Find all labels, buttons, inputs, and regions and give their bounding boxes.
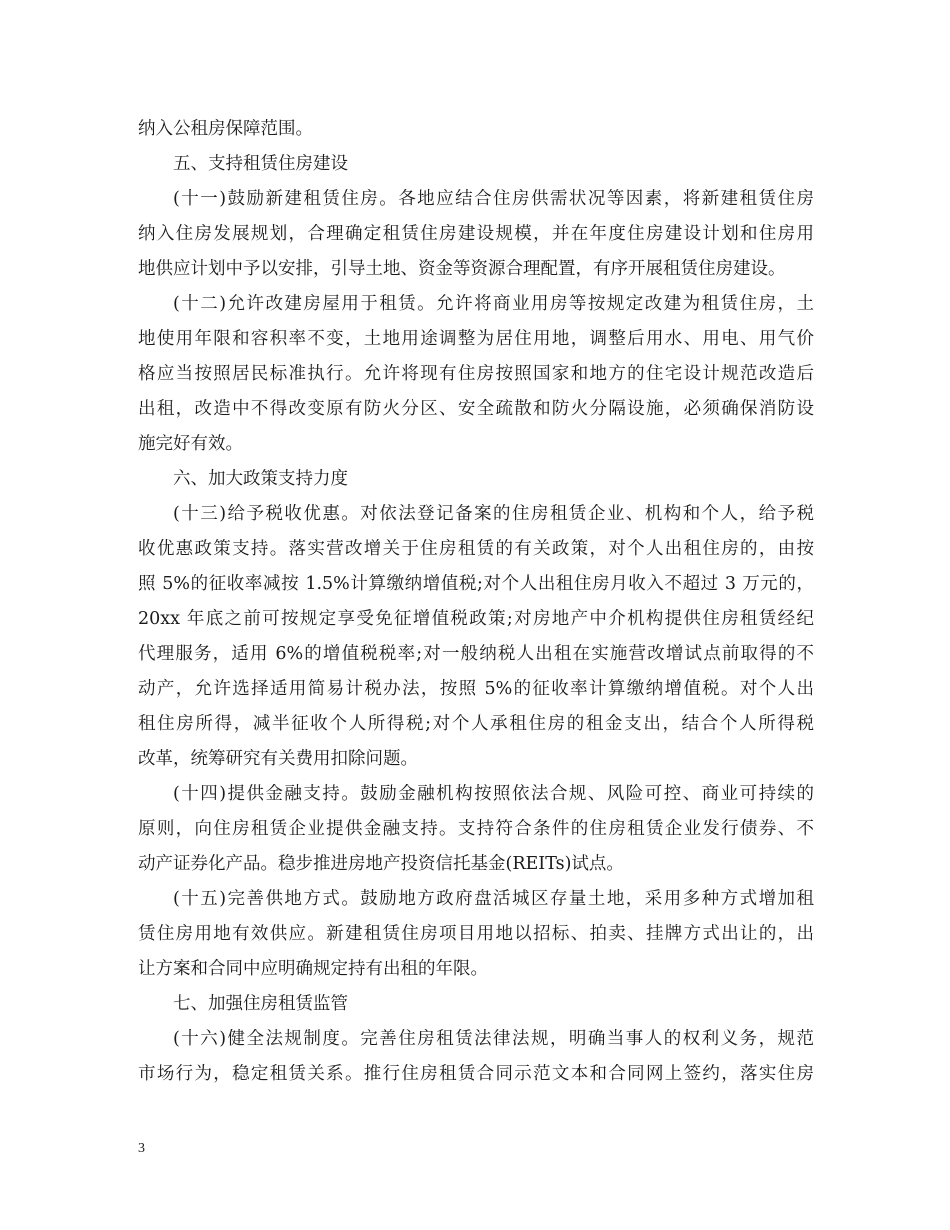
text-line: 五、支持租赁住房建设 [173, 154, 348, 174]
text-line: 纳入住房发展规划，合理确定租赁住房建设规模，并在年度住房建设计划和住房用 [138, 224, 814, 244]
text-line: 20xx 年底之前可按规定享受免征增值税政策;对房地产中介机构提供住房租赁经纪 [138, 609, 814, 629]
text-line: 七、加强住房租赁监管 [173, 994, 348, 1014]
text-line: 动产，允许选择适用简易计税办法，按照 5%的征收率计算缴纳增值税。对个人出 [138, 679, 814, 699]
text-line: (十一)鼓励新建租赁住房。各地应结合住房供需状况等因素，将新建租赁住房 [173, 189, 814, 209]
text-line: 收优惠政策支持。落实营改增关于住房租赁的有关政策，对个人出租住房的，由按 [138, 539, 814, 559]
text-line: 原则，向住房租赁企业提供金融支持。支持符合条件的住房租赁企业发行债券、不 [138, 819, 814, 839]
text-line: (十二)允许改建房屋用于租赁。允许将商业用房等按规定改建为租赁住房，土 [173, 294, 814, 314]
document-body [138, 112, 814, 1092]
text-line: 格应当按照居民标准执行。允许将现有住房按照国家和地方的住宅设计规范改造后 [138, 364, 814, 384]
text-line: (十五)完善供地方式。鼓励地方政府盘活城区存量土地，采用多种方式增加租 [173, 889, 814, 909]
text-line: 代理服务，适用 6%的增值税税率;对一般纳税人出租在实施营改增试点前取得的不 [138, 644, 814, 664]
text-line: (十六)健全法规制度。完善住房租赁法律法规，明确当事人的权利义务，规范 [173, 1029, 814, 1049]
text-line: 地供应计划中予以安排，引导土地、资金等资源合理配置，有序开展租赁住房建设。 [138, 259, 786, 279]
text-line: 让方案和合同中应明确规定持有出租的年限。 [138, 959, 488, 979]
text-line: 改革，统筹研究有关费用扣除问题。 [138, 749, 418, 769]
text-line: 租住房所得，减半征收个人所得税;对个人承租住房的租金支出，结合个人所得税 [138, 714, 814, 734]
text-line: 照 5%的征收率减按 1.5%计算缴纳增值税;对个人出租住房月收入不超过 3 万元的， [138, 574, 814, 594]
text-line: 市场行为，稳定租赁关系。推行住房租赁合同示范文本和合同网上签约，落实住房 [138, 1064, 814, 1084]
text-line: (十四)提供金融支持。鼓励金融机构按照依法合规、风险可控、商业可持续的 [173, 784, 814, 804]
text-line: 动产证券化产品。稳步推进房地产投资信托基金(REITs)试点。 [138, 854, 624, 874]
text-line: 出租，改造中不得改变原有防火分区、安全疏散和防火分隔设施，必须确保消防设 [138, 399, 814, 419]
text-line: (十三)给予税收优惠。对依法登记备案的住房租赁企业、机构和个人，给予税 [173, 504, 814, 524]
text-line: 施完好有效。 [138, 434, 243, 454]
text-line: 纳入公租房保障范围。 [138, 119, 313, 139]
text-line: 地使用年限和容积率不变，土地用途调整为居住用地，调整后用水、用电、用气价 [138, 329, 814, 349]
text-line: 六、加大政策支持力度 [173, 469, 348, 489]
page-number: 3 [138, 1141, 145, 1156]
text-line: 赁住房用地有效供应。新建租赁住房项目用地以招标、拍卖、挂牌方式出让的，出 [138, 924, 814, 944]
